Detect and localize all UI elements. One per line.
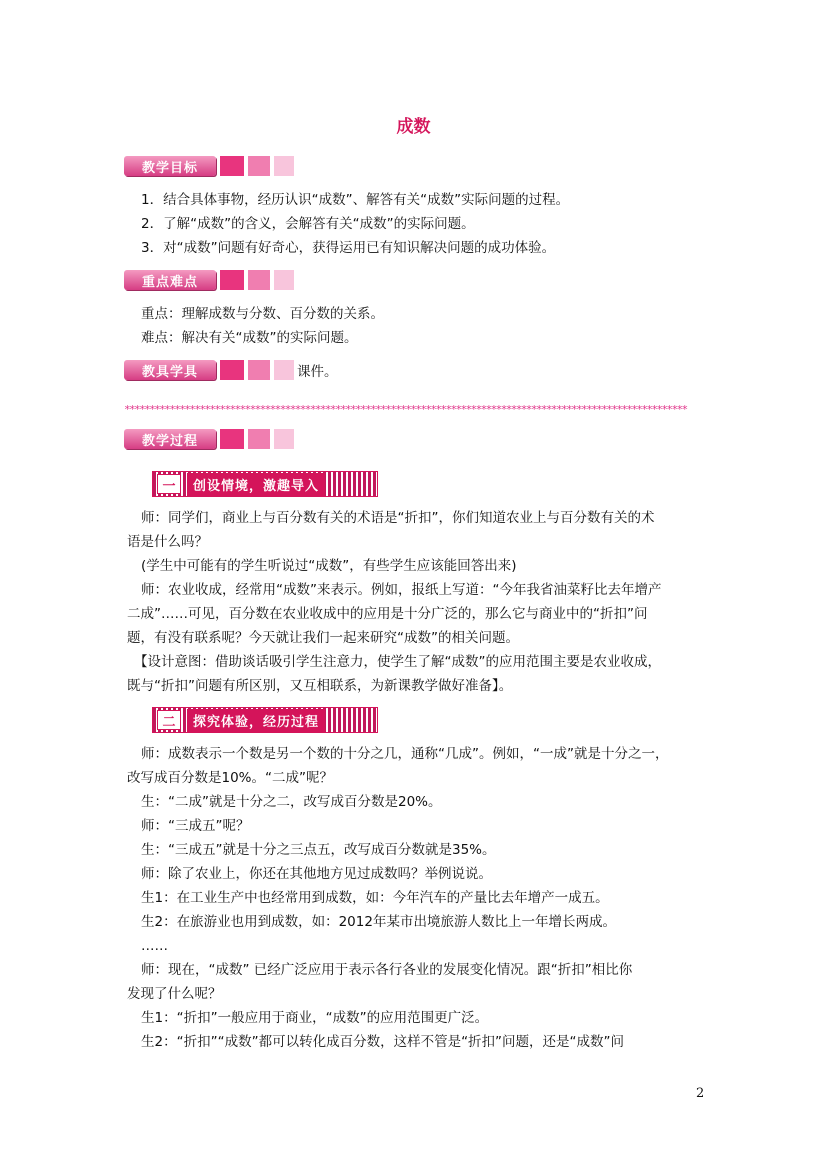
subsection-number: 一 [157,474,181,494]
paragraph-line: (学生中可能有的学生听说过“成数”，有些学生应该能回答出来) [141,558,517,574]
section-header-keypoints [124,269,294,291]
design-intent-line: 【设计意图：借助谈话吸引学生注意力，使学生了解“成数”的应用范围主要是农业收成， [134,654,661,670]
decor-square [220,270,244,290]
section-header-tools [124,359,338,381]
paragraph-line: 师：“三成五”呢？ [141,818,250,834]
paragraph-line: …… [141,938,168,954]
paragraph-line: 师：成数表示一个数是另一个数的十分之几，通称“几成”。例如，“一成”就是十分之一， [141,746,669,762]
paragraph-line: 生：“二成”就是十分之二，改写成百分数是20%。 [141,794,442,810]
paragraph-line: 生1：“折扣”一般应用于商业，“成数”的应用范围更广泛。 [141,1010,489,1026]
paragraph-line: 语是什么吗？ [127,534,208,550]
tools-text: 课件。 [297,364,338,380]
decor-square [248,429,270,449]
decor-square [274,270,294,290]
paragraph-line: 生2：在旅游业也用到成数，如：2012年某市出境旅游人数比上一年增长两成。 [141,914,616,930]
subsection-label: 探究体验，经历过程 [187,709,325,732]
section-label: 重点难点 [124,270,216,290]
page-number: 2 [696,1086,705,1101]
keypoint-item: 难点：解决有关“成数”的实际问题。 [141,330,358,346]
paragraph-line: 师：同学们，商业上与百分数有关的术语是“折扣”，你们知道农业上与百分数有关的术 [141,510,655,526]
paragraph-line: 生1：在工业生产中也经常用到成数，如：今年汽车的产量比去年增产一成五。 [141,890,609,906]
paragraph-line: 二成”……可见，百分数在农业收成中的应用是十分广泛的，那么它与商业中的“折扣”问 [127,606,648,622]
section-label: 教学目标 [124,156,216,176]
decor-square [274,429,294,449]
subsection-header-1 [152,471,378,497]
decor-square [274,360,294,380]
decor-square [274,156,294,176]
paragraph-line: 改写成百分数是10%。“二成”呢？ [127,770,333,786]
paragraph-line: 题，有没有联系呢？今天就让我们一起来研究“成数”的相关问题。 [127,630,519,646]
divider-stars: **************************************************************************************************************** [124,403,687,415]
paragraph-line: 师：除了农业上，你还在其他地方见过成数吗？举例说说。 [141,866,492,882]
subsection-header-2 [152,707,378,733]
page-title: 成数 [396,117,431,137]
paragraph-line: 师：农业收成，经常用“成数”来表示。例如，报纸上写道：“今年我省油菜籽比去年增产 [141,582,662,598]
objective-item: 3．对“成数”问题有好奇心，获得运用已有知识解决问题的成功体验。 [141,240,556,256]
section-header-process [124,428,294,450]
decor-square [248,270,270,290]
paragraph-line: 生：“三成五”就是十分之三点五，改写成百分数就是35%。 [141,842,496,858]
section-label: 教学过程 [124,429,216,449]
section-label: 教具学具 [124,360,216,380]
decor-square [220,156,244,176]
decor-square [220,429,244,449]
subsection-label: 创设情境，激趣导入 [187,473,325,496]
objective-item: 1．结合具体事物，经历认识“成数”、解答有关“成数”实际问题的过程。 [141,192,570,208]
design-intent-line: 既与“折扣”问题有所区别，又互相联系，为新课教学做好准备】。 [127,678,513,694]
decor-square [248,360,270,380]
paragraph-line: 发现了什么呢？ [127,986,222,1002]
decor-square [220,360,244,380]
objective-item: 2．了解“成数”的含义，会解答有关“成数”的实际问题。 [141,216,475,232]
decor-square [248,156,270,176]
paragraph-line: 师：现在，“成数” 已经广泛应用于表示各行各业的发展变化情况。跟“折扣”相比你 [141,962,633,978]
keypoint-item: 重点：理解成数与分数、百分数的关系。 [141,306,384,322]
paragraph-line: 生2：“折扣”“成数”都可以转化成百分数，这样不管是“折扣”问题，还是“成数”问 [141,1034,625,1050]
subsection-number: 二 [157,710,181,730]
section-header-objectives [124,155,294,177]
